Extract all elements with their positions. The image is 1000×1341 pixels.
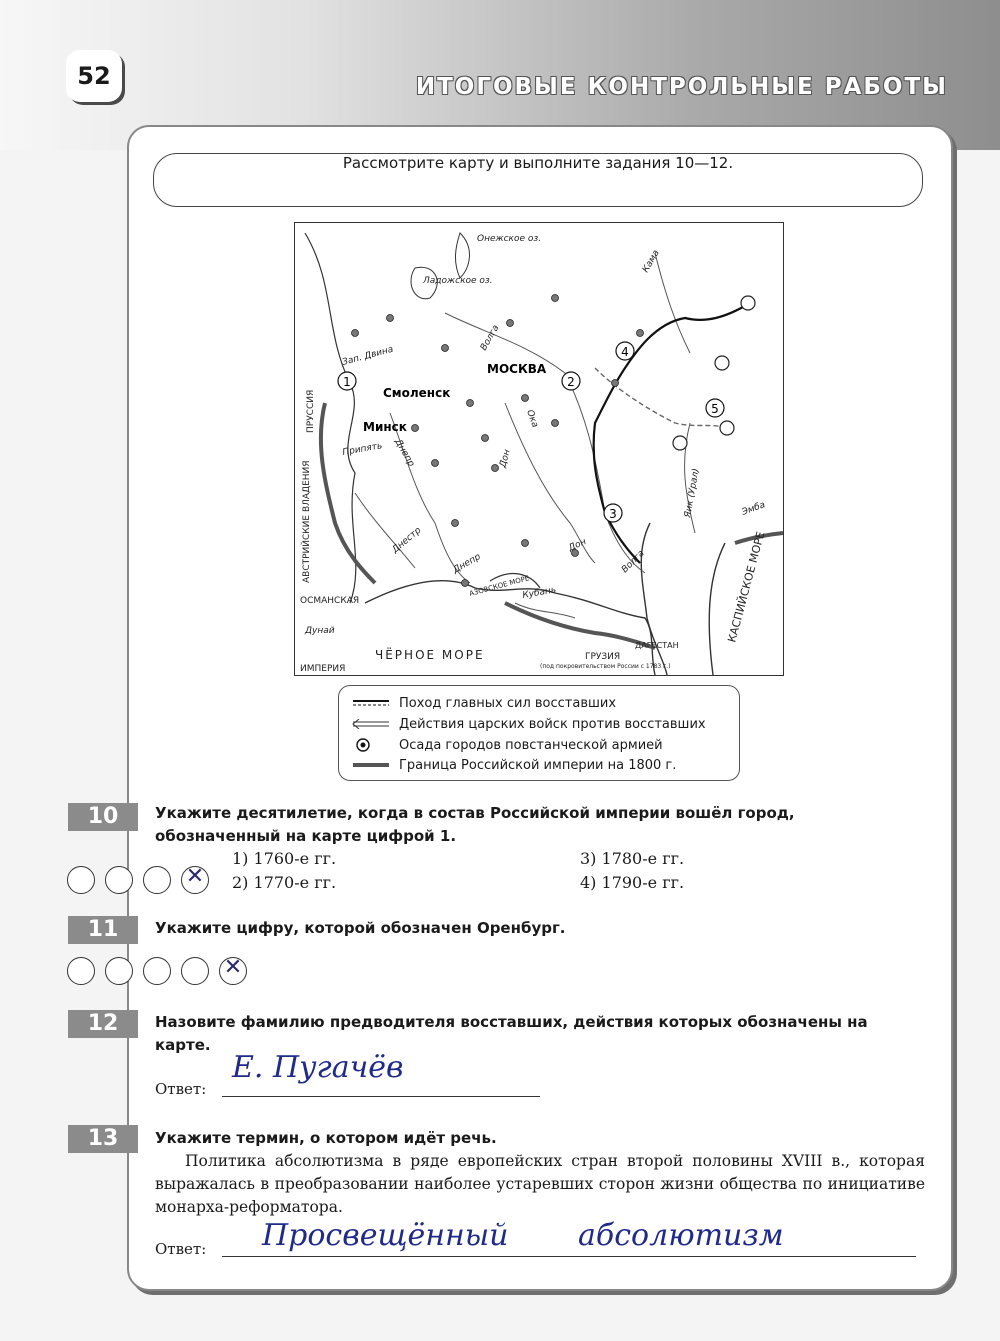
answer-cell[interactable] xyxy=(105,866,133,894)
legend-label: Граница Российской империи на 1800 г. xyxy=(399,757,677,773)
map-legend xyxy=(338,685,740,781)
siege-icon xyxy=(351,738,391,752)
svg-text:ГРУЗИЯ: ГРУЗИЯ xyxy=(585,652,621,662)
svg-text:ИМПЕРИЯ: ИМПЕРИЯ xyxy=(300,664,346,674)
empire-border xyxy=(321,403,783,648)
answer-cell-marked[interactable] xyxy=(181,866,209,894)
question-number-12: 12 xyxy=(68,1010,138,1038)
svg-text:5: 5 xyxy=(711,402,719,416)
svg-text:Волга: Волга xyxy=(620,548,647,576)
legend-row-tsar xyxy=(351,715,706,733)
tsar-route xyxy=(595,368,725,428)
caspian-coast xyxy=(641,523,725,675)
svg-text:Кама: Кама xyxy=(640,248,662,275)
answer-cell[interactable] xyxy=(105,957,133,985)
river-kama xyxy=(655,253,690,353)
answer-boxes-10 xyxy=(67,866,219,894)
svg-text:4: 4 xyxy=(621,345,629,359)
legend-row-rebels xyxy=(351,694,616,712)
question-11-text: Укажите цифру, которой обозначен Оренбург. xyxy=(155,919,566,937)
svg-text:Ладожское оз.: Ладожское оз. xyxy=(423,276,493,286)
answer-cell[interactable] xyxy=(67,866,95,894)
svg-text:Ока: Ока xyxy=(524,408,540,429)
label-minsk: Минск xyxy=(363,420,407,434)
svg-text:Днепр: Днепр xyxy=(392,437,417,469)
svg-text:Яик (Урал): Яик (Урал) xyxy=(683,467,702,519)
legend-row-border xyxy=(351,756,676,774)
question-10-line1: Укажите десятилетие, когда в состав Российской империи вошёл город, xyxy=(155,804,795,822)
svg-text:2: 2 xyxy=(567,375,575,389)
answer-line-13[interactable] xyxy=(222,1256,916,1257)
svg-text:Припять: Припять xyxy=(341,441,384,458)
river-volga xyxy=(445,313,647,576)
svg-text:Зап. Двина: Зап. Двина xyxy=(341,344,395,368)
question-10-line2: обозначенный на карте цифрой 1. xyxy=(155,827,457,845)
border-line-icon xyxy=(351,760,391,770)
rebel-route-icon xyxy=(351,698,391,708)
tsar-route-icon xyxy=(351,719,391,729)
onega-lake xyxy=(455,233,469,278)
svg-text:Онежское оз.: Онежское оз. xyxy=(477,234,542,244)
option-10-2[interactable]: 2) 1770-е гг. xyxy=(232,873,337,892)
question-12-line1: Назовите фамилию предводителя восставших, действия которых обозначены на xyxy=(155,1013,868,1031)
answer-boxes-11 xyxy=(67,957,257,985)
svg-text:Эмба: Эмба xyxy=(740,500,767,518)
map-instruction: Рассмотрите карту и выполните задания 10—12. xyxy=(153,153,923,207)
svg-text:АЗОВСКОЕ МОРЕ: АЗОВСКОЕ МОРЕ xyxy=(468,574,531,598)
question-13-paragraph: Политика абсолютизма в ряде европейских стран второй половины XVIII в., которая выражалась в преобразовании наиболее устаревших сторон жизни общества по инициативе монарха-реформатора. xyxy=(155,1152,925,1216)
answer-label-12: Ответ: xyxy=(155,1080,207,1098)
map-svg xyxy=(295,223,783,675)
option-10-1[interactable]: 1) 1760-е гг. xyxy=(232,849,337,868)
question-13-text: Укажите термин, о котором идёт речь. xyxy=(155,1129,497,1147)
svg-text:Волга: Волга xyxy=(478,323,502,353)
question-number-10: 10 xyxy=(68,803,138,831)
svg-text:(под покровительством России с: (под покровительством России с 1783 г.) xyxy=(540,663,671,670)
handwritten-answer-13: Просвещённый абсолютизм xyxy=(262,1218,784,1253)
svg-text:КАСПИЙСКОЕ МОРЕ: КАСПИЙСКОЕ МОРЕ xyxy=(725,530,768,644)
question-12-line2: карте. xyxy=(155,1036,211,1054)
svg-text:АВСТРИЙСКИЕ ВЛАДЕНИЯ: АВСТРИЙСКИЕ ВЛАДЕНИЯ xyxy=(302,460,312,583)
answer-cell[interactable] xyxy=(67,957,95,985)
legend-label: Осада городов повстанческой армией xyxy=(399,737,663,753)
option-10-4[interactable]: 4) 1790-е гг. xyxy=(580,873,685,892)
svg-text:Кубань: Кубань xyxy=(521,585,557,601)
label-smolensk: Смоленск xyxy=(383,386,451,400)
question-number-13: 13 xyxy=(68,1125,138,1153)
answer-cell-marked[interactable] xyxy=(219,957,247,985)
svg-text:Днепр: Днепр xyxy=(451,551,483,576)
svg-text:3: 3 xyxy=(609,507,617,521)
answer-label-13: Ответ: xyxy=(155,1240,207,1258)
answer-line-12[interactable] xyxy=(222,1096,540,1097)
answer-cell[interactable] xyxy=(143,957,171,985)
svg-text:Днестр: Днестр xyxy=(390,525,424,556)
historical-map xyxy=(294,222,784,676)
svg-text:Дунай: Дунай xyxy=(305,626,335,636)
handwritten-answer-12: Е. Пугачёв xyxy=(232,1050,404,1085)
question-number-11: 11 xyxy=(68,916,138,944)
svg-text:ОСМАНСКАЯ: ОСМАНСКАЯ xyxy=(300,596,360,606)
section-title: ИТОГОВЫЕ КОНТРОЛЬНЫЕ РАБОТЫ xyxy=(415,74,948,100)
svg-text:Дон: Дон xyxy=(567,536,588,554)
legend-label: Действия царских войск против восставших xyxy=(399,716,706,732)
label-moscow: МОСКВА xyxy=(487,362,547,376)
legend-row-siege xyxy=(351,736,663,754)
svg-text:ПРУССИЯ: ПРУССИЯ xyxy=(306,389,316,433)
svg-text:Дон: Дон xyxy=(498,448,513,469)
river-dnestr xyxy=(355,493,415,568)
legend-label: Поход главных сил восставших xyxy=(399,695,617,711)
svg-text:ЧЁРНОЕ МОРЕ: ЧЁРНОЕ МОРЕ xyxy=(375,648,485,662)
answer-cell[interactable] xyxy=(143,866,171,894)
svg-text:1: 1 xyxy=(343,375,351,389)
svg-text:ДАГЕСТАН: ДАГЕСТАН xyxy=(635,641,679,650)
page-number: 52 xyxy=(66,50,122,102)
option-10-3[interactable]: 3) 1780-е гг. xyxy=(580,849,685,868)
answer-cell[interactable] xyxy=(181,957,209,985)
